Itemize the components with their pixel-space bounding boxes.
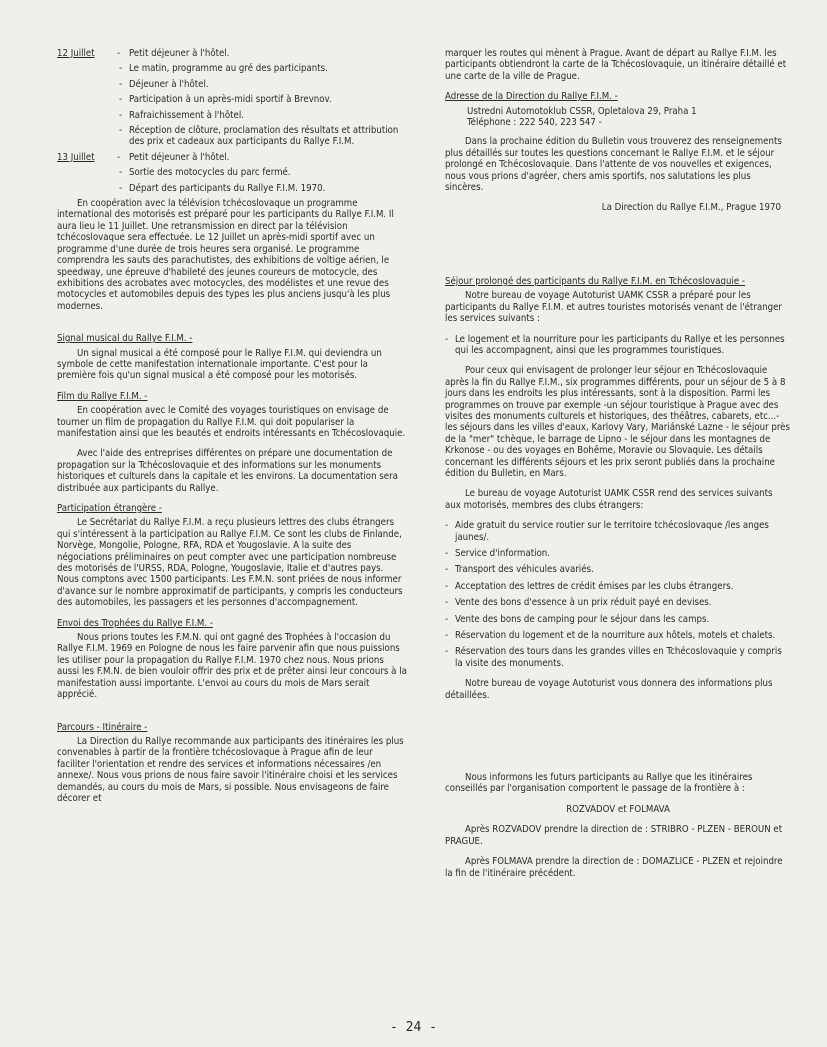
border-paragraph: Nous informons les futurs participants au Rallye que les itinéraires conseillés par l'organisation comportent le passage de la frontière à :: [445, 772, 753, 795]
schedule-date: 12 Juillet: [57, 48, 95, 59]
schedule-item: - Réception de clôture, proclamation des résultats et attribution des prix et cadeaux aux participants du Rallye F.I.M.: [57, 125, 407, 148]
section-heading-signal: Signal musical du Rallye F.I.M. -: [57, 333, 193, 345]
border-points: ROZVADOV et FOLMAVA: [566, 803, 670, 815]
schedule-text: Petit déjeuner à l'hôtel.: [129, 48, 230, 59]
list-item: - Aide gratuit du service routier sur le territoire tchécoslovaque /les anges jaunes/.: [445, 520, 769, 543]
stay-paragraph-2: Pour ceux qui envisagent de prolonger leur séjour en Tchécoslovaquie après la fin du Rallye F.I.M., six programmes différents, pour un séjour de 5 à 8 jours dans les endroits les plus intéressants, sont à la disposition. Parmi les programmes on trouve par exemple -un séjour touristique à Prague avec des visites des monuments culturels et historiques, des théâtres, cabarets, etc...- les séjours dans les villes d'eaux, Karlovy Vary, Mariánské Lazne - le séjour près de la "mer" tchèque, le barrage de Lipno - le séjour dans les montagnes de Krkonose - ou des voyages en Bohême, Moravie ou Slovaquie. Les détails concernant les différents séjours et les prix seront publiés dans la prochaine édition du Bulletin, en Mars.: [445, 365, 790, 479]
border-rozvadov: Après ROZVADOV prendre la direction de : STRIBRO - PLZEN - BEROUN et PRAGUE.: [445, 824, 783, 847]
stay-list: [445, 334, 791, 357]
section-heading-film: Film du Rallye F.I.M. -: [57, 390, 148, 402]
schedule-text: Petit déjeuner à l'hôtel.: [129, 151, 230, 163]
list-item: - Transport des véhicules avariés.: [445, 564, 594, 576]
schedule-text: Réception de clôture, proclamation des résultats et attribution des prix et cadeaux aux participants du Rallye F.I.M.: [129, 125, 399, 148]
schedule-list: [57, 48, 407, 194]
tv-paragraph: En coopération avec la télévision tchécoslovaque un programme international des motorisés est préparé pour les participants du Rallye F.I.M. Il aura lieu le 11 Juillet. Une retransmission en direct par la télévision tchécoslovaque sera effectuée. Le 12 Juillet un après-midi sportif avec un programme d'une durée de trois heures sera organisé. Le programme comprendra les sauts des parachutistes, des exhibitions de voltige aérien, le speedway, une épreuve d'habileté des jeunes coureurs de motocycle, des exhibitions des acrobates avec motocycles, des modélistes et une revue des motocycles et automobiles depuis des types les plus anciens jusqu'à les plus modernes.: [57, 198, 394, 312]
schedule-item: - Déjeuner à l'hôtel.: [57, 79, 407, 90]
schedule-item: - Départ des participants du Rallye F.I.M. 1970.: [57, 183, 407, 194]
schedule-text: Déjeuner à l'hôtel.: [129, 78, 209, 90]
list-item: - Vente des bons d'essence à un prix réduit payé en devises.: [445, 597, 712, 609]
schedule-item: - Sortie des motocycles du parc fermé.: [57, 167, 407, 178]
section-heading-participation: Participation étrangère -: [57, 503, 162, 514]
trophies-paragraph: Nous prions toutes les F.M.N. qui ont gagné des Trophées à l'occasion du Rallye F.I.M. 1969 en Pologne de nous les faire parvenir afin que nous puissions les utiliser pour la propagation du Rallye F.I.M. 1970 chez nous. Nous prions aussi les F.M.N. de bien vouloir offrir des prix et de prêter ainsi leur concours à la manifestation aussi importante. L'envoi au cours du mois de Mars serait apprécié.: [57, 632, 407, 701]
participation-paragraph: Le Secrétariat du Rallye F.I.M. a reçu plusieurs lettres des clubs étrangers qui s'intéressent à la participation au Rallye F.I.M. Ce sont les clubs de Finlande, Norvège, Mongolie, Pologne, RFA, RDA et Yougoslavie. A la suite des négociations préliminaires on peut compter avec une participation nombreuse des motorisés de l'URSS, RDA, Pologne, Yougoslavie, Italie et d'autres pays. Nous comptons avec 1500 participants. Les F.M.N. sont priées de nous informer d'avance sur le nombre approximatif de participants, y compris les conducteurs des automobiles, les passagers et les personnes d'accompagnement.: [57, 517, 403, 609]
address-line: Ustredni Automotoklub CSSR, Opletalova 29, Praha 1: [467, 105, 697, 117]
schedule-text: Sortie des motocycles du parc fermé.: [129, 167, 291, 179]
section-heading-route: Parcours - Itinéraire -: [57, 721, 148, 733]
schedule-item: - Participation à un après-midi sportif à Brevnov.: [57, 94, 407, 105]
stay-paragraph-4: Notre bureau de voyage Autoturist vous donnera des informations plus détaillées.: [445, 678, 773, 701]
section-heading-address: Adresse de la Direction du Rallye F.I.M. -: [445, 91, 618, 103]
stay-paragraph-3: Le bureau de voyage Autoturist UAMK CSSR rend des services suivants aux motorisés, membres des clubs étrangers:: [445, 488, 773, 511]
route-continued-paragraph: marquer les routes qui mènent à Prague. Avant de départ au Rallye F.I.M. les participants obtiendront la carte de la Tchécoslovaquie, un itinéraire détaillé et une carte de la ville de Prague.: [445, 48, 787, 82]
right-column: [445, 48, 791, 888]
schedule-item: 12 Juillet - Petit déjeuner à l'hôtel.: [57, 48, 407, 59]
schedule-item: 13 Juillet - Petit déjeuner à l'hôtel.: [57, 152, 407, 163]
schedule-date: 13 Juillet: [57, 151, 95, 163]
list-item: - Vente des bons de camping pour le séjour dans les camps.: [445, 613, 710, 625]
list-item: - Réservation du logement et de la nourriture aux hôtels, motels et chalets.: [445, 630, 776, 642]
schedule-item: - Rafraichissement à l'hôtel.: [57, 110, 407, 121]
list-item: - Réservation des tours dans les grandes villes en Tchécoslovaquie y compris la visite des monuments.: [445, 646, 782, 669]
page-number: - 24 -: [390, 1020, 437, 1035]
stay-paragraph-1: Notre bureau de voyage Autoturist UAMK CSSR a préparé pour les participants du Rallye F.I.M. et autres touristes motorisés venant de l'étranger les services suivants :: [445, 290, 782, 325]
bulletin-paragraph: Dans la prochaine édition du Bulletin vous trouverez des renseignements plus détaillés sur toutes les questions concernant le Rallye F.I.M. et le séjour prolongé en Tchécoslovaquie. Dans l'attente de vos nouvelles et exigences, nous vous prions d'agréer, chers amis sportifs, nos salutations les plus sincères.: [445, 136, 782, 194]
schedule-text: Rafraichissement à l'hôtel.: [129, 109, 244, 121]
route-paragraph: La Direction du Rallye recommande aux participants des itinéraires les plus convenables à partir de la frontière tchécoslovaque à Prague afin de leur faciliter l'orientation et rendre des services et informations nécessaires /en annexe/. Nous vous prions de nous faire savoir l'itinéraire choisi et les services demandés, au cours du mois de Mars, si possible. Nous envisageons de faire décorer et: [57, 735, 404, 804]
film-paragraph-2: Avec l'aide des entreprises différentes on prépare une documentation de propagation sur la Tchécoslovaquie et des informations sur les monuments historiques et culturels dans la capitale et les environs. La documentation sera distribuée aux participants du Rallye.: [57, 448, 398, 494]
signal-paragraph: Un signal musical a été composé pour le Rallye F.I.M. qui deviendra un symbole de cette manifestation internationale importante. C'est pour la première fois qu'un signal musical a été composé pour les motorisés.: [57, 347, 382, 382]
border-folmava: Après FOLMAVA prendre la direction de : DOMAZLICE - PLZEN et rejoindre la fin de l'itinéraire précédent.: [445, 856, 783, 879]
left-column: [57, 48, 407, 813]
schedule-text: Participation à un après-midi sportif à Brevnov.: [129, 94, 332, 106]
phone-line: Téléphone : 222 540, 223 547 -: [467, 117, 602, 129]
film-paragraph-1: En coopération avec le Comité des voyages touristiques on envisage de tourner un film de propagation du Rallye F.I.M. qui doit populariser la manifestation ainsi que les beautés et endroits intéressants en Tchécoslovaquie.: [57, 405, 406, 439]
services-list: [445, 520, 791, 669]
list-item: - Acceptation des lettres de crédit émises par les clubs étrangers.: [445, 580, 734, 592]
list-item: - Service d'information.: [445, 548, 551, 559]
address-block: [445, 106, 791, 129]
schedule-text: Le matin, programme au gré des participants.: [129, 63, 328, 75]
list-item: - Le logement et la nourriture pour les participants du Rallye et les personnes qui les accompagnent, ainsi que les programmes touristiques.: [445, 333, 785, 356]
section-heading-trophies: Envoi des Trophées du Rallye F.I.M. -: [57, 617, 213, 629]
section-heading-stay: Séjour prolongé des participants du Rallye F.I.M. en Tchécoslovaquie -: [445, 275, 746, 287]
schedule-item: - Le matin, programme au gré des participants.: [57, 63, 407, 74]
schedule-text: Départ des participants du Rallye F.I.M. 1970.: [129, 182, 326, 194]
signature: La Direction du Rallye F.I.M., Prague 1970: [601, 202, 781, 214]
